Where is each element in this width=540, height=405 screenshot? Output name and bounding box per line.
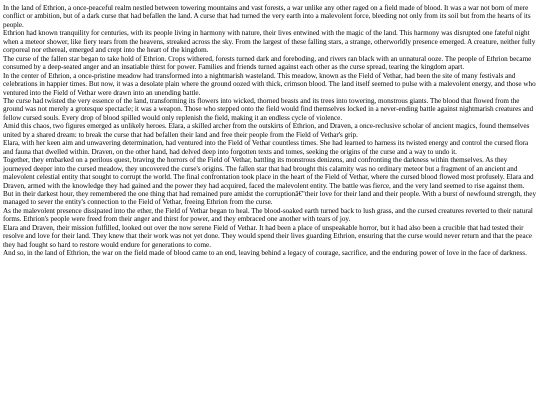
story-paragraph-4: In the center of Ethrion, a once-pristine meadow had transformed into a nightmarish wasteland. This meadow, known as the Field of Vethar, had been the site of many festivals and celebrations in happier times. But now, it was a desolate plain where the ground oozed with thick, crimson blood. The land itself seemed to pulse with a malevolent energy, and those who ventured into the Field of Vethar were drawn into an unending battle. <box>3 71 536 97</box>
story-paragraph-1: In the land of Ethrion, a once-peaceful realm nestled between towering mountains and vast forests, a war unlike any other raged on a field made of blood. It was a war not born of mere conflict or ambition, but of a dark curse that had befallen the land. A curse that had turned the very earth into a malevolent force, bleeding not only from its soil but from the hearts of its people. <box>3 4 531 29</box>
story-paragraph-11: Elara and Draven, their mission fulfilled, looked out over the now serene Field of Vethar. It had been a place of unspeakable horror, but it had also been a crucible that had tested their resolve and love for their land. They knew that their work was not yet done. They would spend their lives guarding Ethrion, ensuring that the curse would never return and that the peace they had fought so hard to restore would endure for generations to come. <box>3 223 532 249</box>
story-paragraph-7: Elara, with her keen aim and unwavering determination, had ventured into the Field of Vethar countless times. She had learned to harness its twisted energy and control the cursed flora and fauna that dwelled within. Draven, on the other hand, had delved deep into forgotten texts and tomes, seeking the origins of the curse and a way to undo it. <box>3 139 529 156</box>
story-paragraph-6: Amid this chaos, two figures emerged as unlikely heroes. Elara, a skilled archer from the outskirts of Ethrion, and Draven, a once-reclusive scholar of ancient magics, found themselves united by a shared dream: to break the curse that had befallen their land and free their people from the Field of Vethar's grip. <box>3 122 530 139</box>
story-paragraph-10: As the malevolent presence dissipated into the ether, the Field of Vethar began to heal. The blood-soaked earth turned back to lush grass, and the cursed creatures reverted to their natural forms. Ethrion's people were freed from their anger and thirst for power, and they embraced one another with tears of joy. <box>3 206 533 224</box>
story-paragraph-9: But in their darkest hour, they remembered the one thing that had remained pure amidst the corruptionâ€"their love for their land and their people. With a burst of newfound strength, they managed to sever the entity's connection to the Field of Vethar, freeing Ethrion from the curse. <box>3 189 537 207</box>
story-paragraph-12: And so, in the land of Ethrion, the war on the field made of blood came to an end, leaving behind a legacy of courage, sacrifice, and the enduring power of love in the face of darkness. <box>3 249 527 258</box>
story-paragraph-3: The curse of the fallen star began to take hold of Ethrion. Crops withered, forests turned dark and foreboding, and rivers ran black with an unnatural ooze. The people of Ethrion became consumed by a deep-seated anger and an insatiable thirst for power. Families and friends turned against each other as the curse spread, tearing the kingdom apart. <box>3 54 532 72</box>
story-paragraph-2: Ethrion had known tranquility for centuries, with its people living in harmony with nature, their lives entwined with the magic of the land. This harmony was disrupted one fateful night when a meteor shower, like fiery tears from the heavens, streaked across the sky. From the largest of these falling stars, a strange, otherworldly presence emerged. A creature, neither fully corporeal nor ethereal, emerged and crept into the heart of the kingdom. <box>3 29 536 55</box>
story-paragraph-5: The curse had twisted the very essence of the land, transforming its flowers into wicked, thorned beasts and its trees into towering, monstrous giants. The blood that flowed from the ground was not merely a grotesque spectacle; it was a weapon. Those who stepped onto the field would find themselves locked in a never-ending battle against nightmarish creatures and fellow cursed souls. Every drop of blood spilled would only replenish the field, making it an endless cycle of violence. <box>3 96 534 122</box>
story-paragraph-8: Together, they embarked on a perilous quest, braving the horrors of the Field of Vethar, battling its monstrous denizens, and confronting the darkness within themselves. As they journeyed deeper into the cursed meadow, they uncovered the curse's origins. The fallen star that had brought this calamity was no ordinary meteor but a fragment of an ancient and malevolent celestial entity that sought to corrupt the world. The final confrontation took place in the heart of the Field of Vethar, where the cursed blood flowed most profusely. Elara and Draven, armed with the knowledge they had gained and the power they had acquired, faced the malevolent entity. The battle was fierce, and the very land seemed to rise against them. <box>3 156 534 190</box>
